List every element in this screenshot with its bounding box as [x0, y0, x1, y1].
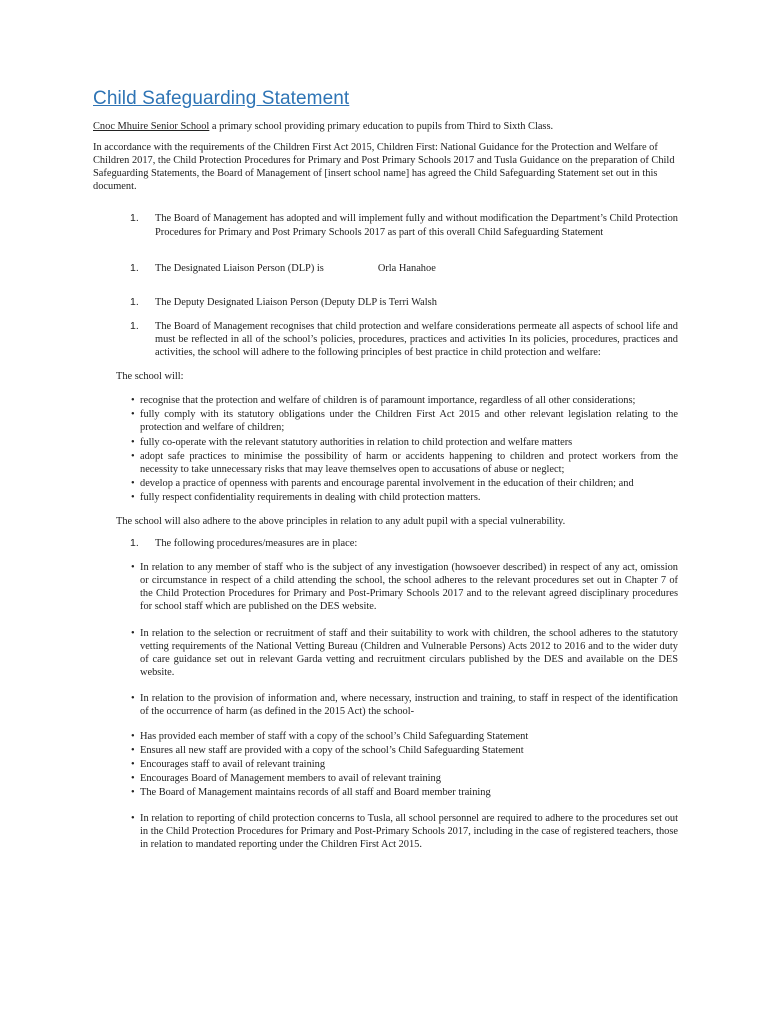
- bullet: •: [131, 812, 135, 824]
- bullet: •: [131, 491, 135, 503]
- document-body: [93, 120, 678, 851]
- item-number: 1.: [130, 261, 139, 274]
- bullet: •: [131, 731, 135, 743]
- item-text: The Deputy Designated Liaison Person (Deputy DLP is Terri Walsh: [155, 296, 437, 308]
- numbered-item-board-adopted: [130, 212, 678, 238]
- item-text: The following procedures/measures are in place:: [155, 538, 358, 550]
- bullet: •: [131, 627, 135, 639]
- numbered-item-dlp: [130, 262, 678, 275]
- list-item: • Has provided each member of staff with a copy of the school’s Child Safeguarding Statement: [131, 731, 529, 743]
- accordance-paragraph: In accordance with the requirements of the Children First Act 2015, Children First: National Guidance for the Protection and Welfare of Children 2017, the Child Protection Procedures for Primary and Post Primary Schools 2017 and Tusla Guidance on the preparation of Child Safeguarding Statements, the Board of Management of [insert school name] has agreed the Child Safeguarding Statement set out in this document.: [93, 142, 675, 193]
- item-text: The Board of Management recognises that child protection and welfare considerations permeate all aspects of school life and must be reflected in all of the school’s policies, procedures, practices and activities In its policies, procedures, practices and activities, the school will adhere to the following principles of best practice in child protection and welfare:: [155, 320, 678, 359]
- numbered-item-principles: [130, 320, 678, 359]
- list-item: • adopt safe practices to minimise the possibility of harm or accidents happening to children and protect workers from the necessity to take unnecessary risks that may leave themselves open to accusations of abuse or neglect;: [131, 450, 678, 475]
- school-name: Cnoc Mhuire Senior School: [93, 121, 210, 132]
- list-item: • In relation to any member of staff who is the subject of any investigation (howsoever described) in respect of any act, omission or circumstance in respect of a child attending the school, the school adheres to the relevant procedures set out in Chapter 7 of the Child Protection Procedures for Primary and Post-Primary Schools 2017 and to the relevant agreed disciplinary procedures for school staff which are published on the DES website.: [131, 562, 678, 613]
- item-number: 1.: [130, 295, 139, 308]
- list-item: • Encourages Board of Management members to avail of relevant training: [131, 773, 441, 785]
- principles-list: [131, 394, 678, 504]
- numbered-item-deputy-dlp: [130, 296, 678, 309]
- dlp-name: Orla Hanahoe: [377, 262, 436, 274]
- bullet: •: [131, 773, 135, 785]
- list-item: • In relation to the selection or recruitment of staff and their suitability to work with children, the school adheres to the statutory vetting requirements of the National Vetting Bureau (Children and Vulnerable Persons) Acts 2012 to 2016 and to the wider duty of care guidance set out in relevant Garda vetting and recruitment circulars published by the DES and available on the DES website.: [131, 627, 678, 678]
- list-item: • fully respect confidentiality requirements in dealing with child protection matters.: [131, 491, 481, 503]
- school-description: a primary school providing primary education to pupils from Third to Sixth Class.: [209, 121, 554, 132]
- item-number: 1.: [130, 319, 139, 332]
- bullet: •: [131, 562, 135, 574]
- list-item: • Ensures all new staff are provided with a copy of the school’s Child Safeguarding Statement: [131, 745, 524, 757]
- bullet: •: [131, 477, 135, 489]
- page-title: Child Safeguarding Statement: [93, 88, 350, 109]
- list-item: • In relation to the provision of information and, where necessary, instruction and training, to staff in respect of the identification of the occurrence of harm (as defined in the 2015 Act) the school-: [131, 692, 678, 717]
- list-item: • Encourages staff to avail of relevant training: [131, 759, 326, 771]
- list-item: • In relation to reporting of child protection concerns to Tusla, all school personnel are required to adhere to the procedures set out in the Child Protection Procedures for Primary and Post-Primary Schools 2017, including in the case of registered teachers, those in relation to mandated reporting under the Children First Act 2015.: [131, 812, 678, 850]
- bullet: •: [131, 745, 135, 757]
- numbered-item-procedures: [130, 537, 678, 550]
- procedures-list: [131, 561, 678, 718]
- dlp-label: The Designated Liaison Person (DLP) is: [155, 262, 324, 274]
- list-item: • The Board of Management maintains records of all staff and Board member training: [131, 787, 491, 799]
- intro-paragraph: [93, 120, 678, 133]
- school-will-heading: The school will:: [116, 371, 184, 383]
- item-text: [155, 262, 678, 275]
- bullet: •: [131, 787, 135, 799]
- bullet: •: [131, 436, 135, 448]
- list-item: • recognise that the protection and welfare of children is of paramount importance, regardless of all other considerations;: [131, 395, 636, 407]
- list-item: • fully co-operate with the relevant statutory authorities in relation to child protection and welfare matters: [131, 436, 573, 448]
- list-item: • develop a practice of openness with parents and encourage parental involvement in the education of their children; and: [131, 477, 634, 489]
- item-number: 1.: [130, 537, 139, 550]
- reporting-list: [131, 812, 678, 851]
- item-number: 1.: [130, 212, 139, 225]
- bullet: •: [131, 450, 135, 462]
- list-item: • fully comply with its statutory obligations under the Children First Act 2015 and other relevant legislation relating to the protection and welfare of children;: [131, 409, 678, 434]
- bullet: •: [131, 409, 135, 421]
- also-adhere-paragraph: The school will also adhere to the above principles in relation to any adult pupil with a special vulnerability.: [116, 515, 566, 527]
- bullet: •: [131, 692, 135, 704]
- bullet: •: [131, 395, 135, 407]
- bullet: •: [131, 759, 135, 771]
- training-list: [131, 730, 678, 799]
- item-text: The Board of Management has adopted and will implement fully and without modification the Department’s Child Protection Procedures for Primary and Post Primary Schools 2017 as part of this overall Child Safeguarding Statement: [155, 213, 678, 238]
